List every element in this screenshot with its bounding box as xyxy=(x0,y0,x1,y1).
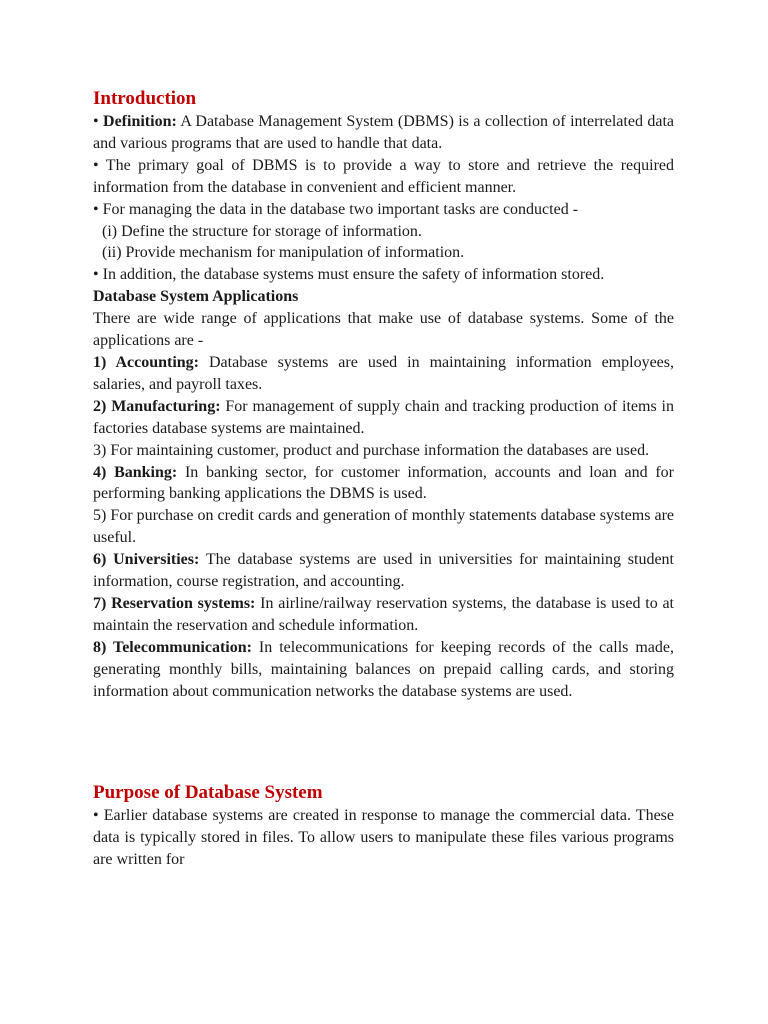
application-text: For management of supply chain and tracking production of items in factories database systems are maintained. xyxy=(93,397,674,437)
application-label: 7) Reservation systems: xyxy=(93,594,256,612)
definition-label: Definition: xyxy=(103,113,177,130)
application-text: In telecommunications for keeping records of the calls made, generating monthly bills, maintaining balances on prepaid calling cards, and storing information about communication networks the database systems are used. xyxy=(93,638,674,700)
application-item xyxy=(93,396,674,440)
bullet: • xyxy=(93,113,99,130)
goal-text: The primary goal of DBMS is to provide a way to store and retrieve the required information from the database in convenient and efficient manner. xyxy=(93,156,674,196)
application-label: 6) Universities: xyxy=(93,551,200,569)
application-label: 1) Accounting: xyxy=(93,353,199,371)
tasks-paragraph xyxy=(93,199,674,221)
application-label: 8) Telecommunication: xyxy=(93,638,252,656)
definition-paragraph xyxy=(93,111,674,155)
definition-text: A Database Management System (DBMS) is a collection of interrelated data and various programs that are used to handle that data. xyxy=(93,113,675,152)
application-item xyxy=(93,462,674,506)
application-item xyxy=(93,440,674,462)
application-item xyxy=(93,352,674,396)
safety-text: In addition, the database systems must ensure the safety of information stored. xyxy=(98,266,605,284)
application-item xyxy=(93,593,674,637)
application-text: The database systems are used in universities for maintaining student information, course registration, and accounting. xyxy=(93,551,674,591)
application-item xyxy=(93,637,674,703)
application-item xyxy=(93,549,674,593)
introduction-heading: Introduction xyxy=(93,88,197,109)
goal-paragraph xyxy=(93,155,674,199)
task-2: (ii) Provide mechanism for manipulation of information. xyxy=(102,244,465,262)
application-text: In airline/railway reservation systems, the database is used to at maintain the reservation and schedule information. xyxy=(93,594,675,634)
application-item xyxy=(93,505,674,549)
document-page xyxy=(93,87,674,871)
task-1: (i) Define the structure for storage of information. xyxy=(102,222,422,240)
application-text: 3) For maintaining customer, product and purchase information the databases are used. xyxy=(93,441,650,459)
bullet: • xyxy=(93,807,99,825)
safety-paragraph xyxy=(93,264,674,286)
purpose-heading: Purpose of Database System xyxy=(93,782,323,804)
application-label: 2) Manufacturing: xyxy=(93,397,221,415)
application-text: Database systems are used in maintaining information employees, salaries, and payroll taxes. xyxy=(93,353,674,393)
application-text: In banking sector, for customer information, accounts and loan and for performing banking applications the DBMS is used. xyxy=(93,463,675,503)
bullet: • xyxy=(93,200,99,218)
bullet: • xyxy=(93,266,99,284)
application-label: 4) Banking: xyxy=(93,463,178,481)
bullet: • xyxy=(93,156,99,174)
purpose-text: Earlier database systems are created in response to manage the commercial data. These data is typically stored in files. To allow users to manipulate these files various programs are written for xyxy=(93,807,674,869)
tasks-text: For managing the data in the database two important tasks are conducted - xyxy=(98,200,579,218)
application-text: 5) For purchase on credit cards and generation of monthly statements database systems are useful. xyxy=(93,507,674,547)
applications-intro: There are wide range of applications that make use of database systems. Some of the applications are - xyxy=(93,310,674,350)
applications-subheading: Database System Applications xyxy=(93,288,299,306)
purpose-paragraph xyxy=(93,805,674,871)
